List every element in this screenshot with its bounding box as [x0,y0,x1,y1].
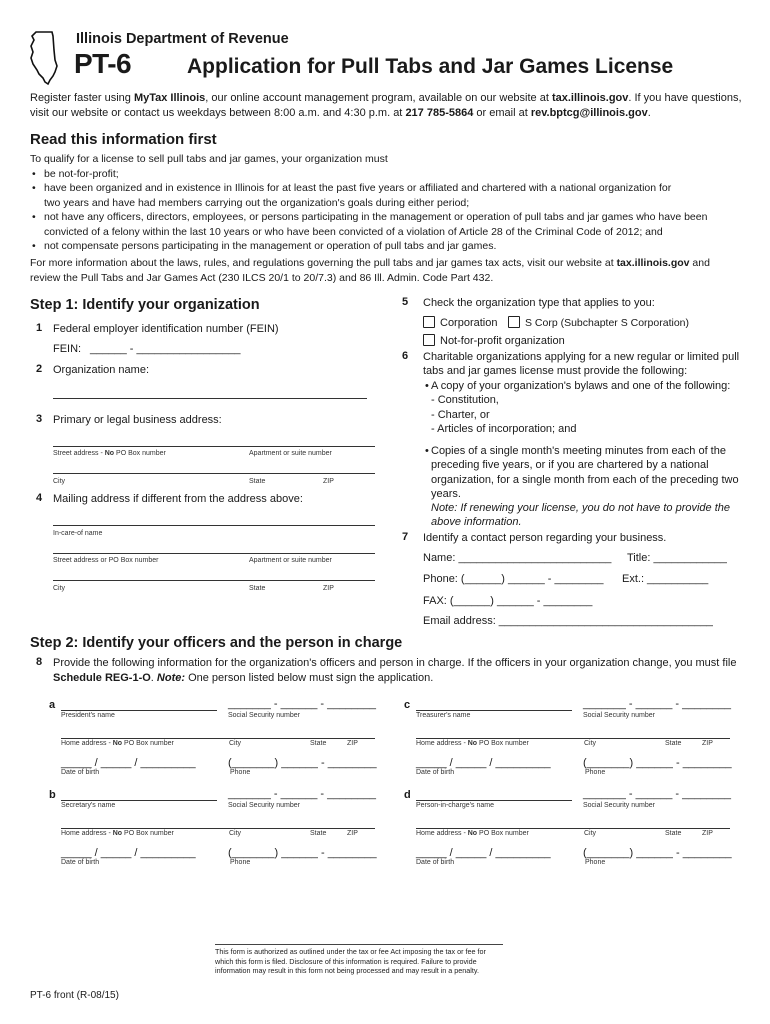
mailing-street-caption: Street address or PO Box number [53,557,159,564]
officer-city-caption: City [584,830,597,837]
officer-dob-caption: Date of birth [61,769,100,776]
officer-role-caption: Secretary's name [61,802,116,809]
q1-label: Federal employer identification number (FEIN) [53,323,279,335]
officer-home-field[interactable] [416,738,730,739]
officer-role-caption: Person-in-charge's name [416,802,494,809]
contact-name-field[interactable]: Name: _________________________ [423,552,612,564]
in-care-of-field[interactable] [53,525,375,526]
officer-phone-caption: Phone [230,859,251,866]
phone-number: 217 785-5864 [405,107,474,119]
q2-number: 2 [36,363,43,375]
officer-city-caption: City [229,830,242,837]
q7-number: 7 [402,531,409,543]
qualification-list [30,152,742,254]
officer-phone-field[interactable]: (_______) ______ - ________ [583,757,732,769]
mailing-apt-caption: Apartment or suite number [249,557,332,564]
officer-phone-caption: Phone [230,769,251,776]
form-revision: PT-6 front (R-08/15) [30,990,119,1001]
officer-letter: b [49,789,56,801]
officer-letter: a [49,699,56,711]
officer-dob-caption: Date of birth [61,859,100,866]
officer-dob-caption: Date of birth [416,769,455,776]
scorp-checkbox[interactable] [508,316,520,328]
form-title: Application for Pull Tabs and Jar Games License [187,55,674,78]
officer-state-caption: State [310,830,327,837]
illinois-map-icon [28,30,62,86]
officer-home-field[interactable] [61,738,375,739]
qualification-item: • be not-for-profit; [30,167,742,182]
bylaws-item: • A copy of your organization's bylaws and one of the following: [423,379,743,393]
officer-ssn-caption: Social Security number [583,802,655,809]
officer-zip-caption: ZIP [347,830,358,837]
officer-phone-field[interactable]: (_______) ______ - ________ [228,757,377,769]
officer-name-field[interactable] [416,710,572,711]
contact-phone-field[interactable]: Phone: (______) ______ - ________ [423,573,604,585]
contact-ext-field[interactable]: Ext.: __________ [622,573,709,585]
officer-dob-field[interactable]: _____ / _____ / _________ [416,757,551,769]
officer-ssn-field[interactable]: _______ - ______ - ________ [583,698,732,710]
officer-state-caption: State [665,830,682,837]
q3-label: Primary or legal business address: [53,414,222,426]
q7-label: Identify a contact person regarding your business. [423,532,667,544]
minutes-item: • Copies of a single month's meeting minutes from each of the preceding five years, or if you are chartered by a national organization, for a single month from each of the preceding two years. Note: If renewing your license, you do not have to provide the above information. [423,444,743,530]
officer-state-caption: State [665,740,682,747]
contact-email-field[interactable]: Email address: ___________________________________ [423,615,713,627]
doc-articles: - Articles of incorporation; and [431,422,577,435]
street-caption: Street address - No PO Box number [53,450,166,457]
officer-zip-caption: ZIP [702,830,713,837]
officer-ssn-field[interactable]: _______ - ______ - ________ [228,788,377,800]
in-care-of-caption: In-care-of name [53,530,103,537]
officer-dob-field[interactable]: _____ / _____ / _________ [61,757,196,769]
mailing-zip-caption: ZIP [323,585,334,592]
officer-dob-caption: Date of birth [416,859,455,866]
city-caption: City [53,478,66,485]
officer-home-field[interactable] [61,828,375,829]
state-caption: State [249,478,266,485]
scorp-option[interactable]: S Corp (Subchapter S Corporation) [508,316,689,330]
officer-ssn-field[interactable]: _______ - ______ - ________ [583,788,732,800]
officer-zip-caption: ZIP [702,740,713,747]
mailing-city-field[interactable] [53,580,375,581]
doc-constitution: - Constitution, [431,394,499,407]
contact-title-field[interactable]: Title: ____________ [627,552,727,564]
intro-text: Register faster using MyTax Illinois, our online account management program, available on our website at tax.illinois.gov. If you have questions, visit our website or contact us weekdays between 8:00 a.m. and 4:30 p.m. at 217 785-5864 or email at rev.bptcg@illinois.gov. [30,92,742,119]
officer-zip-caption: ZIP [347,740,358,747]
business-street-field[interactable] [53,446,375,447]
qualification-lead: To qualify for a license to sell pull tabs and jar games, your organization must [30,153,388,165]
business-city-field[interactable] [53,473,375,474]
officer-dob-field[interactable]: _____ / _____ / _________ [416,847,551,859]
q4-label: Mailing address if different from the address above: [53,493,303,505]
q5-number: 5 [402,296,409,308]
q8-number: 8 [36,656,43,668]
officer-role-caption: President's name [61,712,115,719]
q1-number: 1 [36,322,43,334]
officer-name-field[interactable] [416,800,572,801]
corporation-checkbox[interactable] [423,316,435,328]
officer-letter: c [404,699,411,711]
website-link[interactable]: tax.illinois.gov [551,92,629,104]
officer-home-caption: Home address - No PO Box number [416,740,529,747]
q4-number: 4 [36,492,43,504]
officer-state-caption: State [310,740,327,747]
mailing-state-caption: State [249,585,266,592]
organization-name-field[interactable] [53,398,367,399]
officer-ssn-field[interactable]: _______ - ______ - ________ [228,698,377,710]
officer-name-field[interactable] [61,710,217,711]
officer-dob-field[interactable]: _____ / _____ / _________ [61,847,196,859]
doc-charter: - Charter, or [431,408,490,421]
officer-home-caption: Home address - No PO Box number [61,740,174,747]
qualification-item: • have been organized and in existence in Illinois for at least the past five years or affiliated and chartered with a national organization for two years and have had members carrying out the organization's goals during either period; [30,181,742,210]
disclosure-notice: This form is authorized as outlined under the tax or fee Act imposing the tax or fee for which this form is filed. Disclosure of this information is required. Failure to provide information may result in this form not being processed and may result in a penalty. [215,944,503,976]
renew-note: Note: If renewing your license, you do not have to provide the above information. [431,502,731,529]
q6-label: Charitable organizations applying for a new regular or limited pull tabs and jar games license must provide the following: [423,351,740,378]
q5-label: Check the organization type that applies to you: [423,297,655,309]
officer-ssn-caption: Social Security number [228,802,300,809]
officer-phone-field[interactable]: (_______) ______ - ________ [228,847,377,859]
qualification-item: • not have any officers, directors, employees, or persons participating in the management or operation of pull tabs and jar games who have been convicted of a felony within the last 10 years or who have been convicted of a violation of Article 28 of the Criminal Code of 2012; and [30,210,742,239]
corporation-option[interactable]: Corporation [423,316,497,330]
officer-role-caption: Treasurer's name [416,712,471,719]
officer-phone-caption: Phone [585,859,606,866]
officer-city-caption: City [229,740,242,747]
mytax-link[interactable]: MyTax Illinois [133,92,206,104]
officer-home-caption: Home address - No PO Box number [416,830,529,837]
officer-block-secretary [49,787,379,872]
officer-phone-caption: Phone [585,769,606,776]
department-name: Illinois Department of Revenue [76,31,289,47]
more-info-text: For more information about the laws, rules, and regulations governing the pull tabs and jar games tax acts, visit our website at tax.illinois.gov and review the Pull Tabs and Jar Games Act (230 ILCS 20/1 to 20/7.3) and 86 Ill. Admin. Code Part 432. [30,257,710,284]
officer-name-field[interactable] [61,800,217,801]
nfp-checkbox[interactable] [423,334,435,346]
officer-ssn-caption: Social Security number [228,712,300,719]
fein-label: FEIN: [53,343,82,355]
step1-title: Step 1: Identify your organization [30,297,260,313]
read-first-heading: Read this information first [30,131,217,148]
officer-home-caption: Home address - No PO Box number [61,830,174,837]
mailing-street-field[interactable] [53,553,375,554]
officer-phone-field[interactable]: (_______) ______ - ________ [583,847,732,859]
officer-block-person-in-charge [404,787,734,872]
website-link-2[interactable]: tax.illinois.gov [616,257,690,269]
officer-ssn-caption: Social Security number [583,712,655,719]
q8-label: Provide the following information for the organization's officers and person in charge. If the officers in your organization change, you must file Schedule REG-1-O. Note: One person listed below must sign the application. [53,657,737,684]
form-id: PT-6 [74,48,132,79]
officer-block-treasurer [404,697,734,782]
officer-block-president [49,697,379,782]
q3-number: 3 [36,413,43,425]
officer-city-caption: City [584,740,597,747]
zip-caption: ZIP [323,478,334,485]
q2-label: Organization name: [53,364,149,376]
officer-home-field[interactable] [416,828,730,829]
qualification-item: • not compensate persons participating in the management or operation of pull tabs and jar games. [30,239,742,254]
nfp-option[interactable]: Not-for-profit organization [423,334,565,348]
q6-number: 6 [402,350,409,362]
contact-fax-field[interactable]: FAX: (______) ______ - ________ [423,595,593,607]
step2-title: Step 2: Identify your officers and the person in charge [30,635,403,651]
officer-letter: d [404,789,411,801]
fein-field[interactable]: ______ - _________________ [90,343,241,355]
email-link[interactable]: rev.bptcg@illinois.gov [530,107,648,119]
mailing-city-caption: City [53,585,66,592]
apt-caption: Apartment or suite number [249,450,332,457]
q6-requirements [423,379,743,436]
